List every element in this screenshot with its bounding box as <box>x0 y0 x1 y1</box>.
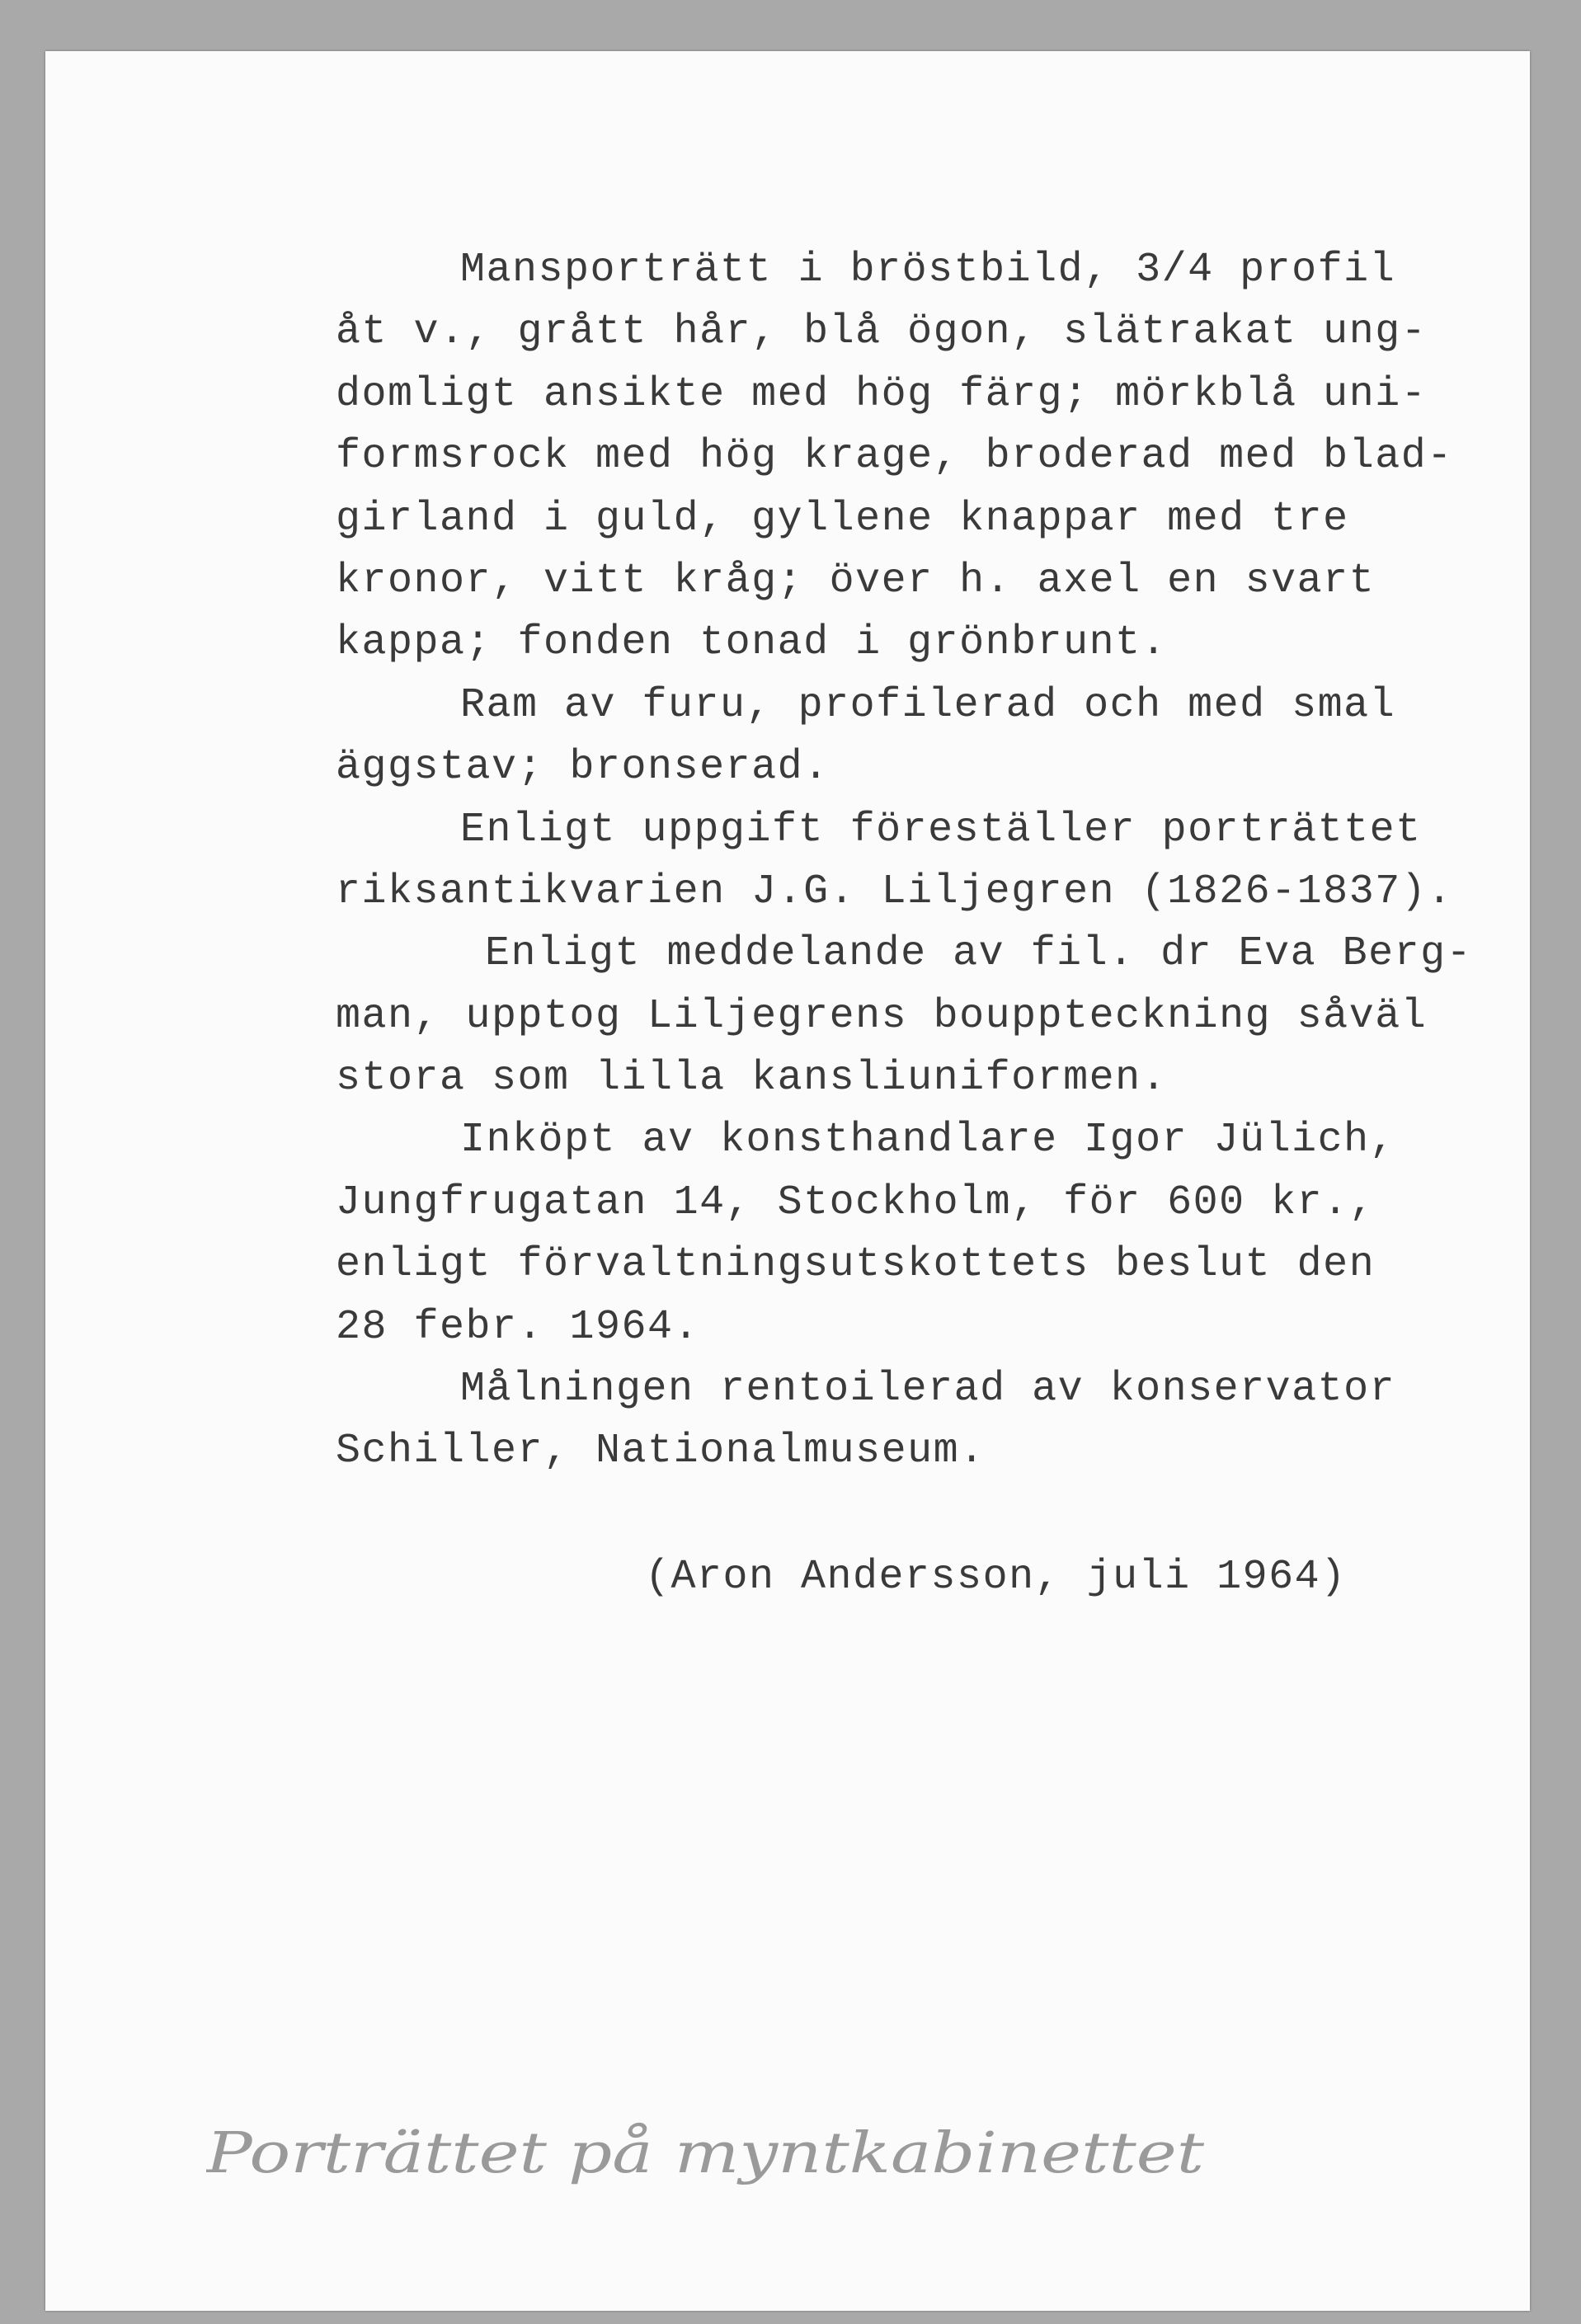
text-line: girland i guld, gyllene knappar med tre <box>336 495 1349 543</box>
handwritten-note-text: Porträttet på myntkabinettet <box>206 2121 1205 2186</box>
text-line: Ram av furu, profilerad och med smal <box>460 681 1396 729</box>
text-line: domligt ansikte med hög färg; mörkblå uni- <box>336 370 1428 418</box>
text-line: kappa; fonden tonad i grönbrunt. <box>336 619 1168 667</box>
handwritten-note <box>206 2100 1212 2199</box>
text-line: stora som lilla kansliuniformen. <box>336 1055 1168 1103</box>
text-line: kronor, vitt kråg; över h. axel en svart <box>336 557 1376 605</box>
signature-line: (Aron Andersson, juli 1964) <box>645 1554 1347 1601</box>
text-line: Målningen rentoilerad av konservator <box>460 1366 1396 1414</box>
typed-text-block <box>336 239 1540 1483</box>
text-line: 28 febr. 1964. <box>336 1303 700 1351</box>
text-line: Schiller, Nationalmuseum. <box>336 1428 986 1475</box>
text-line: man, upptog Liljegrens bouppteckning såväl <box>336 992 1428 1040</box>
text-line: äggstav; bronserad. <box>336 744 830 792</box>
document-page <box>45 51 1530 2311</box>
text-line: Inköpt av konsthandlare Igor Jülich, <box>460 1117 1396 1164</box>
text-line: riksantikvarien J.G. Liljegren (1826-1837). <box>336 868 1453 915</box>
text-line: åt v., grått hår, blå ögon, slätrakat ung- <box>336 308 1428 356</box>
text-line: enligt förvaltningsutskottets beslut den <box>336 1241 1376 1289</box>
text-line: Jungfrugatan 14, Stockholm, för 600 kr., <box>336 1178 1376 1226</box>
text-line: Mansporträtt i bröstbild, 3/4 profil <box>460 247 1396 294</box>
text-line: Enligt uppgift föreställer porträttet <box>460 806 1422 854</box>
text-line: formsrock med hög krage, broderad med blad- <box>336 433 1453 481</box>
text-line: Enligt meddelande av fil. dr Eva Berg- <box>485 930 1473 978</box>
